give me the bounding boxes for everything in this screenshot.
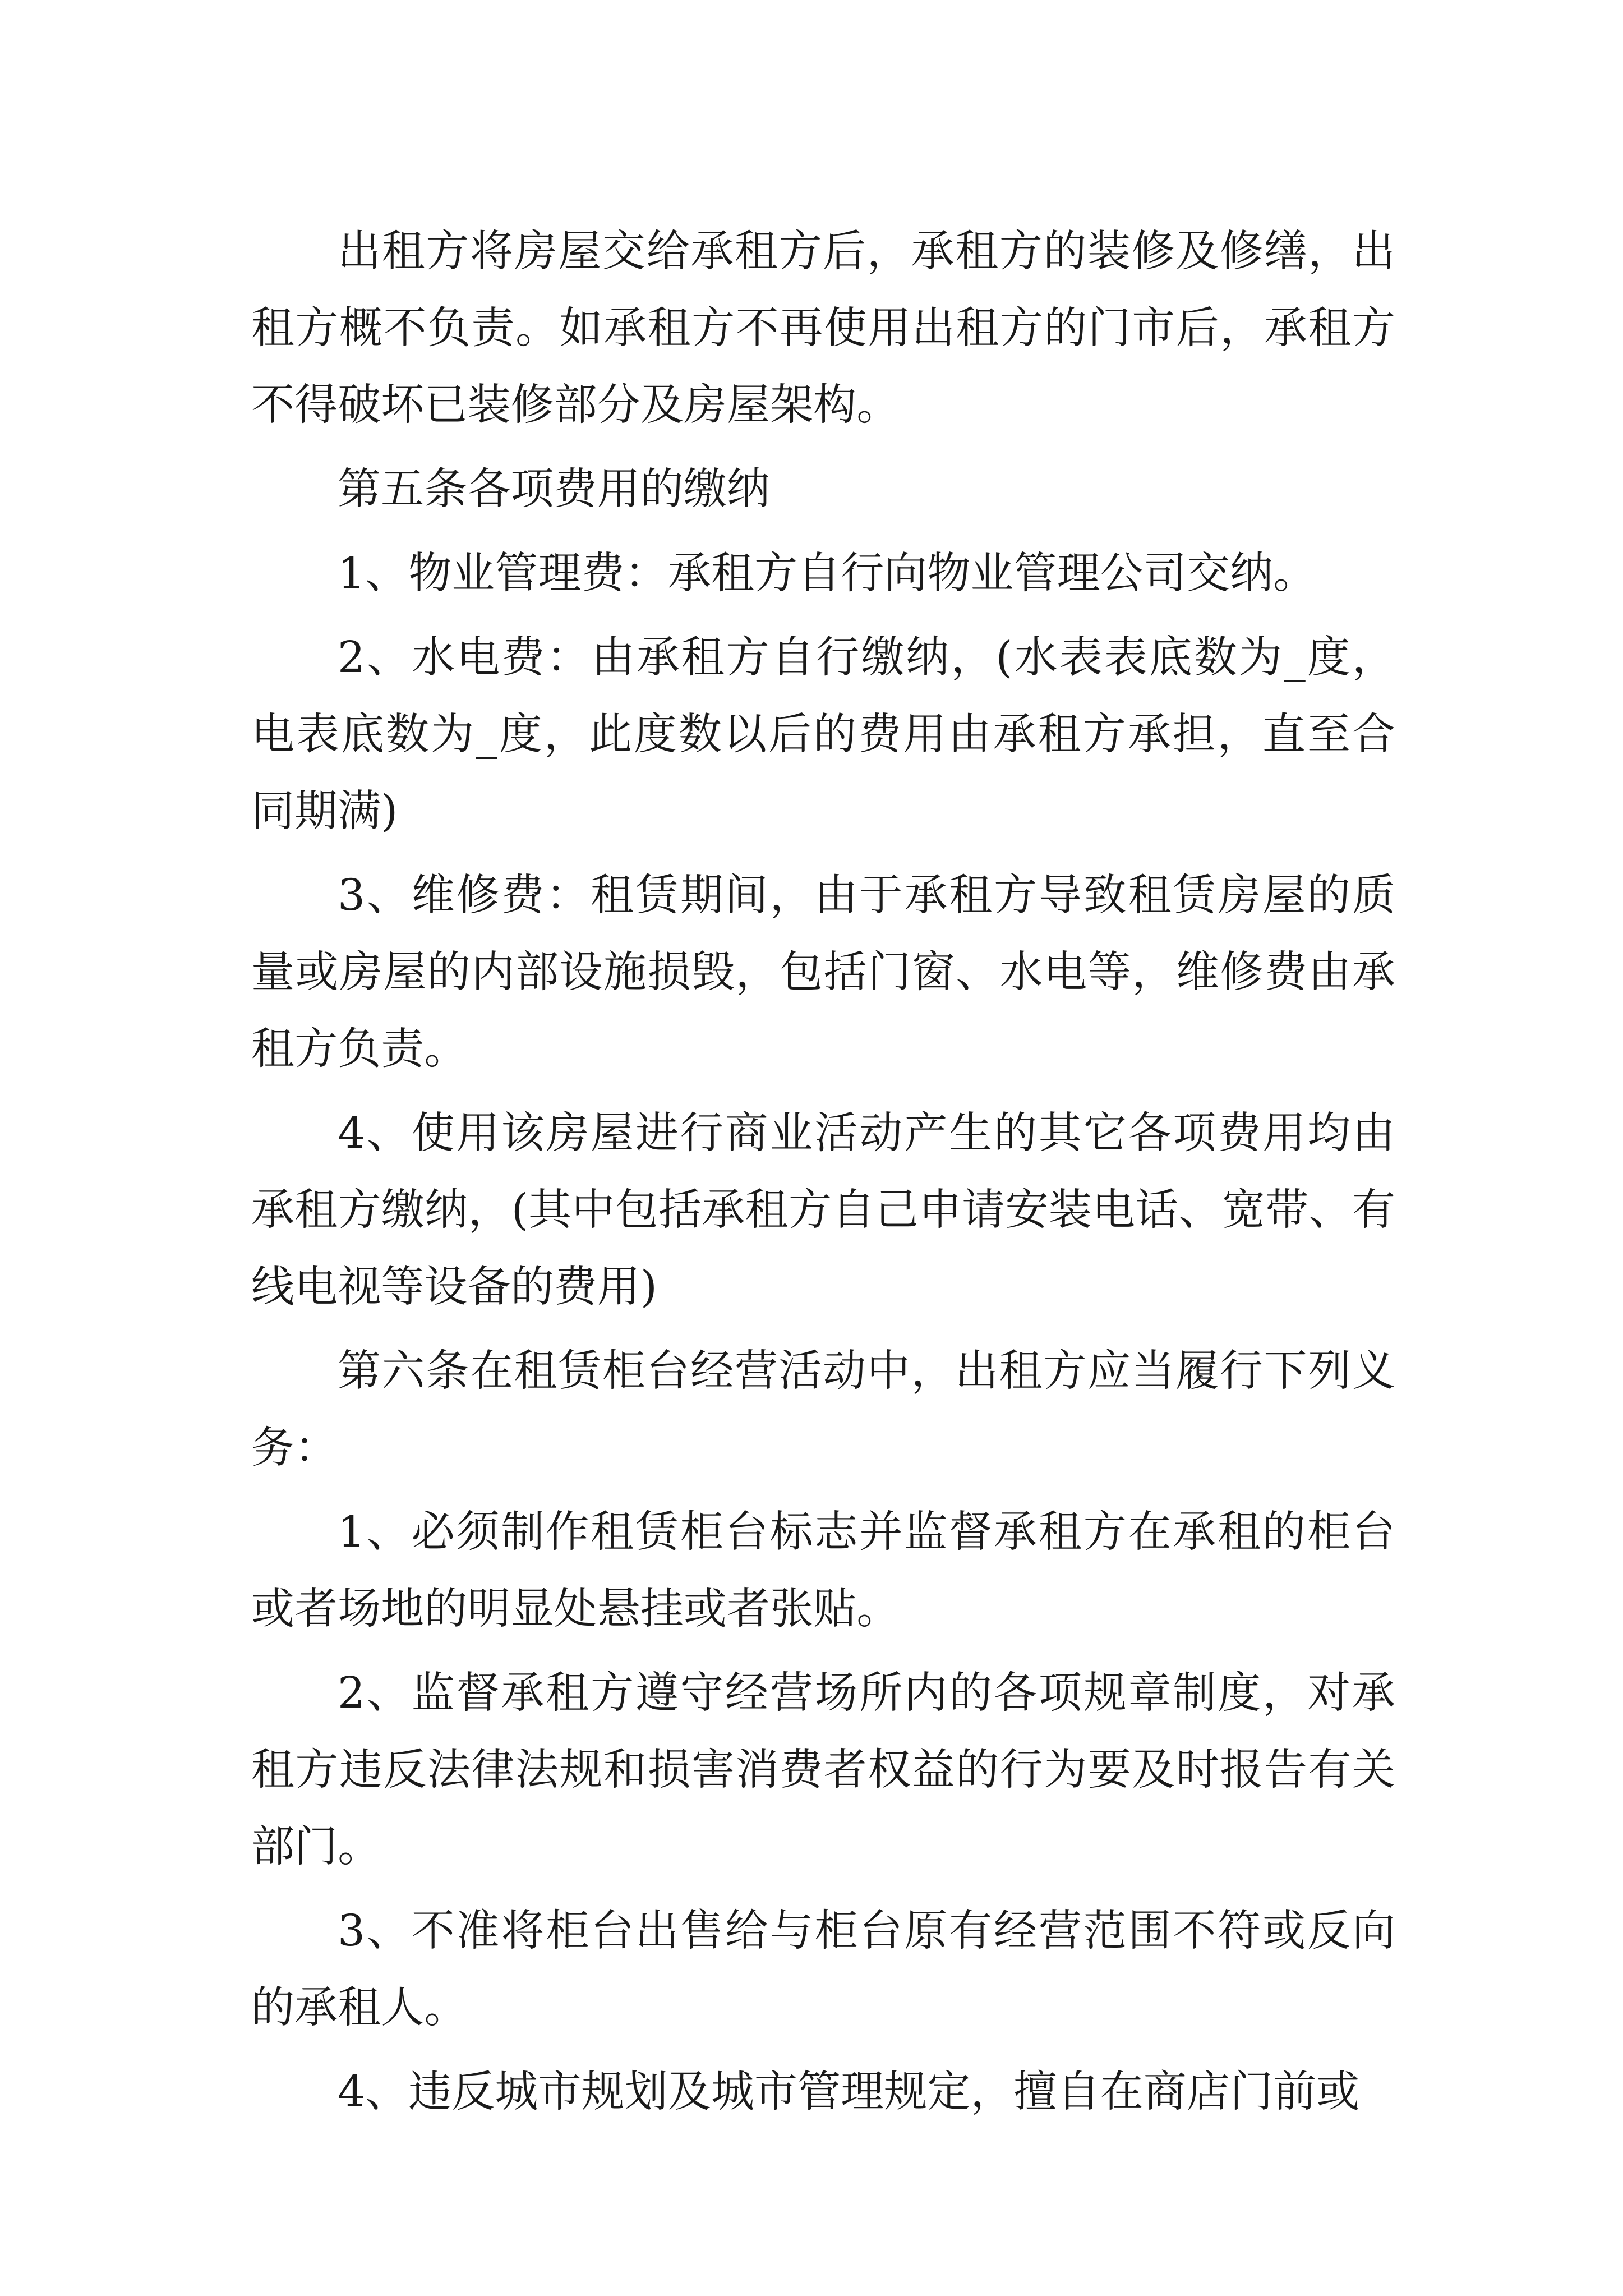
paragraph-duty-no-sale: 3、不准将柜台出售给与柜台原有经营范围不符或反向的承租人。 bbox=[251, 1906, 1395, 2033]
heading-article-5: 第五条各项费用的缴纳 bbox=[338, 464, 770, 514]
paragraph-property-fee: 1、物业管理费：承租方自行向物业管理公司交纳。 bbox=[338, 549, 1317, 599]
heading-article-6: 第六条在租赁柜台经营活动中，出租方应当履行下列义务： bbox=[251, 1346, 1395, 1473]
paragraph-other-fees: 4、使用该房屋进行商业活动产生的其它各项费用均由承租方缴纳，(其中包括承租方自己申请安装电话、宽带、有线电视等设备的费用) bbox=[251, 1108, 1395, 1312]
paragraph-utility-fee: 2、水电费：由承租方自行缴纳，(水表表底数为_度，电表底数为_度，此度数以后的费用由承租方承担，直至合同期满) bbox=[251, 633, 1395, 836]
document-page bbox=[251, 213, 1395, 2131]
paragraph-duty-supervision: 2、监督承租方遵守经营场所内的各项规章制度，对承租方违反法律法规和损害消费者权益的行为要及时报告有关部门。 bbox=[251, 1668, 1395, 1872]
paragraph-duty-city-planning: 4、违反城市规划及城市管理规定，擅自在商店门前或 bbox=[338, 2067, 1360, 2117]
paragraph-repair-fee: 3、维修费：租赁期间，由于承租方导致租赁房屋的质量或房屋的内部设施损毁，包括门窗、水电等，维修费由承租方负责。 bbox=[251, 871, 1395, 1074]
paragraph-duty-signage: 1、必须制作租赁柜台标志并监督承租方在承租的柜台或者场地的明显处悬挂或者张贴。 bbox=[251, 1507, 1395, 1634]
paragraph-decoration-clause: 出租方将房屋交给承租方后，承租方的装修及修缮，出租方概不负责。如承租方不再使用出租方的门市后，承租方不得破坏已装修部分及房屋架构。 bbox=[251, 227, 1395, 430]
